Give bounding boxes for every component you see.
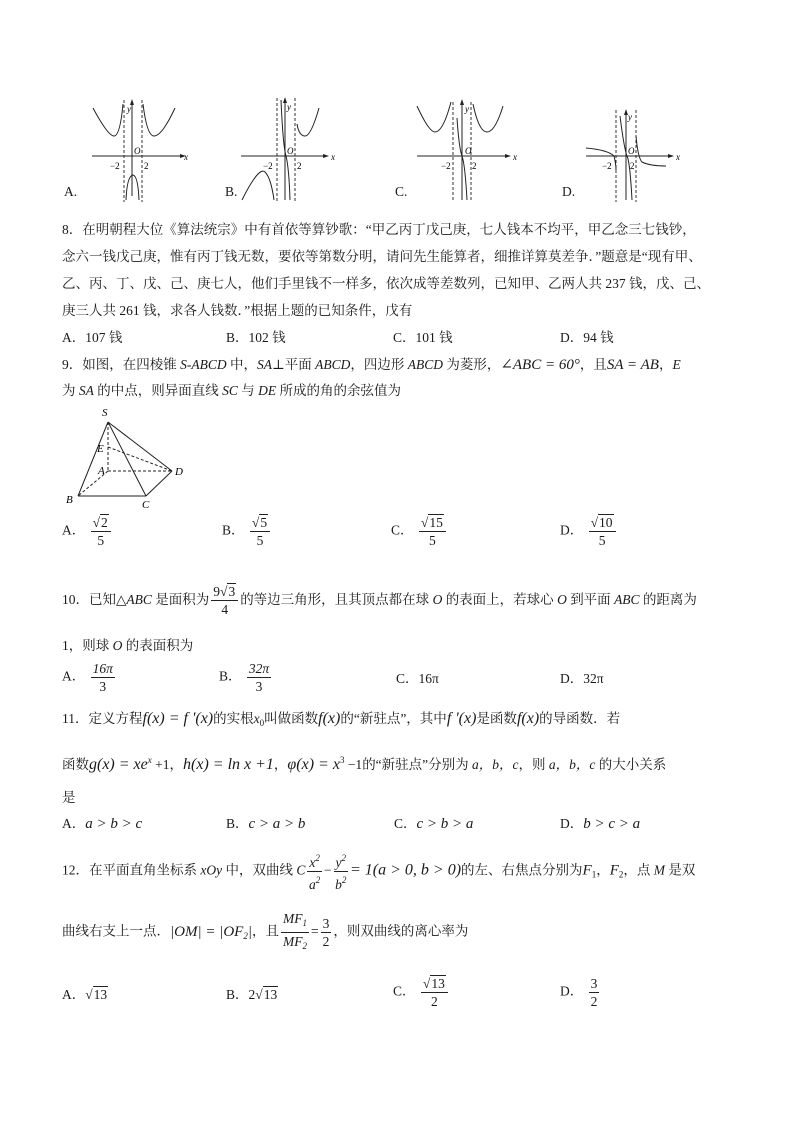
q11-stem-line-2: 函数$g(x) = xe^x +1$，h(x) = ln x +1，$\varphi(x) = x^3 -1$的“新驻点”分别为 a，b，c，则 a，b，c 的大小关系 [62, 755, 667, 773]
svg-text:O: O [465, 146, 472, 156]
q12-stem-line-2: 曲线右支上一点．$|OM| = |OF_2|$，且 $\frac{MF_1}{MF_2}$ = $\frac{3}{2}$ ，则双曲线的离心率为 [62, 911, 469, 951]
q10-option-c[interactable]: C．16π [396, 671, 439, 686]
graph-a-image [90, 96, 190, 202]
svg-text:−2: −2 [110, 161, 120, 171]
q11-stem-line-3: 是 [62, 790, 76, 805]
q10-option-a[interactable]: A． $\frac{16\pi}{3}$ [62, 661, 113, 694]
q12-option-a[interactable]: A．√13 [62, 987, 108, 1002]
q7-option-b-label: B. [225, 184, 238, 199]
q9-option-b[interactable]: B． $\frac{√5}{5}$ [222, 514, 272, 549]
pyramid-figure [62, 400, 202, 508]
svg-text:x: x [676, 152, 680, 162]
svg-text:O: O [628, 146, 635, 156]
q8-stem-line-4: 庚三人共 261 钱，求各人钱数．”根据上题的已知条件，戊有 [62, 303, 413, 318]
q11-option-a[interactable]: A．a > b > c [62, 816, 143, 832]
q10-option-b[interactable]: B． $\frac{32\pi}{3}$ [219, 661, 270, 694]
q8-option-d[interactable]: D．94 钱 [560, 330, 614, 345]
q11-option-d[interactable]: D．b > c > a [560, 816, 641, 832]
vertex-d-label: D [175, 466, 183, 478]
svg-text:2: 2 [630, 161, 635, 171]
vertex-c-label: C [142, 499, 150, 508]
svg-text:y: y [127, 104, 131, 114]
svg-text:y: y [628, 112, 632, 122]
q9-option-d[interactable]: D． $\frac{√10}{5}$ [560, 514, 618, 549]
area-fraction: $\frac{9√3}{4}$ [211, 583, 238, 618]
q12-option-c[interactable]: C． $\frac{√13}{2}$ [393, 975, 450, 1010]
q7-option-a-label: A. [64, 184, 78, 199]
graph-c-image [415, 96, 525, 202]
q9-option-a[interactable]: A． $\frac{√2}{5}$ [62, 514, 113, 549]
q7-option-a[interactable] [62, 96, 202, 202]
q7-option-d-label: D. [562, 184, 576, 199]
q8-option-c[interactable]: C．101 钱 [393, 330, 453, 345]
svg-text:−2: −2 [441, 161, 451, 171]
svg-text:−2: −2 [263, 161, 273, 171]
vertex-a-label: A [98, 465, 105, 477]
q12-option-d[interactable]: D． $\frac{3}{2}$ [560, 976, 598, 1009]
svg-text:x: x [184, 152, 188, 162]
q11-option-b[interactable]: B．c > a > b [226, 816, 306, 832]
svg-text:x: x [331, 152, 335, 162]
svg-text:O: O [134, 146, 141, 156]
vertex-b-label: B [66, 494, 73, 506]
svg-text:O: O [287, 146, 294, 156]
q8-stem-line-3: 乙、丙、丁、戊、己、庚七人，他们手里钱不一样多，依次成等差数列，已知甲、乙两人共 237 钱，戊、己、 [62, 276, 710, 291]
q7-option-d[interactable] [562, 96, 702, 202]
svg-text:y: y [287, 102, 291, 112]
svg-text:y: y [465, 104, 469, 114]
svg-text:−2: −2 [602, 161, 612, 171]
graph-d-image [584, 96, 694, 202]
q12-stem-line-1: 12．在平面直角坐标系 xOy 中，双曲线 C $\frac{x^2}{a^2}$ − $\frac{y^2}{b^2}$ = 1(a > 0, b > 0)的左、右焦点分别为$F_1$，$F_2$，点 M 是双 [62, 850, 695, 893]
q11-stem-line-1: 11．定义方程f(x) = f '(x)的实根$x_0$叫做函数f(x)的“新驻点”，其中f '(x)是函数f(x)的导函数．若 [62, 710, 621, 728]
q7-option-c[interactable] [395, 96, 535, 202]
graph-b-image [239, 96, 349, 202]
q8-option-b[interactable]: B．102 钱 [226, 330, 286, 345]
q11-option-c[interactable]: C．c > b > a [394, 816, 474, 832]
svg-text:2: 2 [297, 161, 302, 171]
q10-stem-line-1: 10．已知△ABC 是面积为 $\frac{9√3}{4}$ 的等边三角形，且其顶点都在球 O 的表面上，若球心 O 到平面 ABC 的距离为 [62, 584, 697, 618]
svg-text:2: 2 [472, 161, 477, 171]
q7-option-b[interactable] [225, 96, 365, 202]
q9-stem-line-2: 为 SA 的中点，则异面直线 SC 与 DE 所成的角的余弦值为 [62, 383, 402, 398]
q10-option-d[interactable]: D．32π [560, 671, 604, 686]
vertex-s-label: S [102, 407, 108, 419]
q8-stem-line-1: 8．在明朝程大位《算法统宗》中有首依等算钞歌：“甲乙丙丁戊己庚，七人钱本不均平，甲乙念三七钱钞， [62, 222, 696, 237]
q12-option-b[interactable]: B．2√13 [226, 987, 278, 1002]
q9-stem-line-1: 9．如图，在四棱锥 S-ABCD 中，SA⊥平面 ABCD，四边形 ABCD 为菱形，∠ABC = 60°，且SA = AB，E [62, 357, 681, 373]
q10-stem-line-2: 1，则球 O 的表面积为 [62, 638, 194, 653]
svg-text:x: x [513, 152, 517, 162]
q8-stem-line-2: 念六一钱戊己庚，惟有丙丁钱无数，要依等第数分明，请问先生能算者，细推详算莫差争．”题意是“现有甲、 [62, 249, 702, 264]
q7-option-c-label: C. [395, 184, 408, 199]
q8-option-a[interactable]: A．107 钱 [62, 330, 123, 345]
q9-option-c[interactable]: C． $\frac{√15}{5}$ [391, 514, 448, 549]
svg-text:2: 2 [144, 161, 149, 171]
vertex-e-label: E [97, 443, 104, 455]
